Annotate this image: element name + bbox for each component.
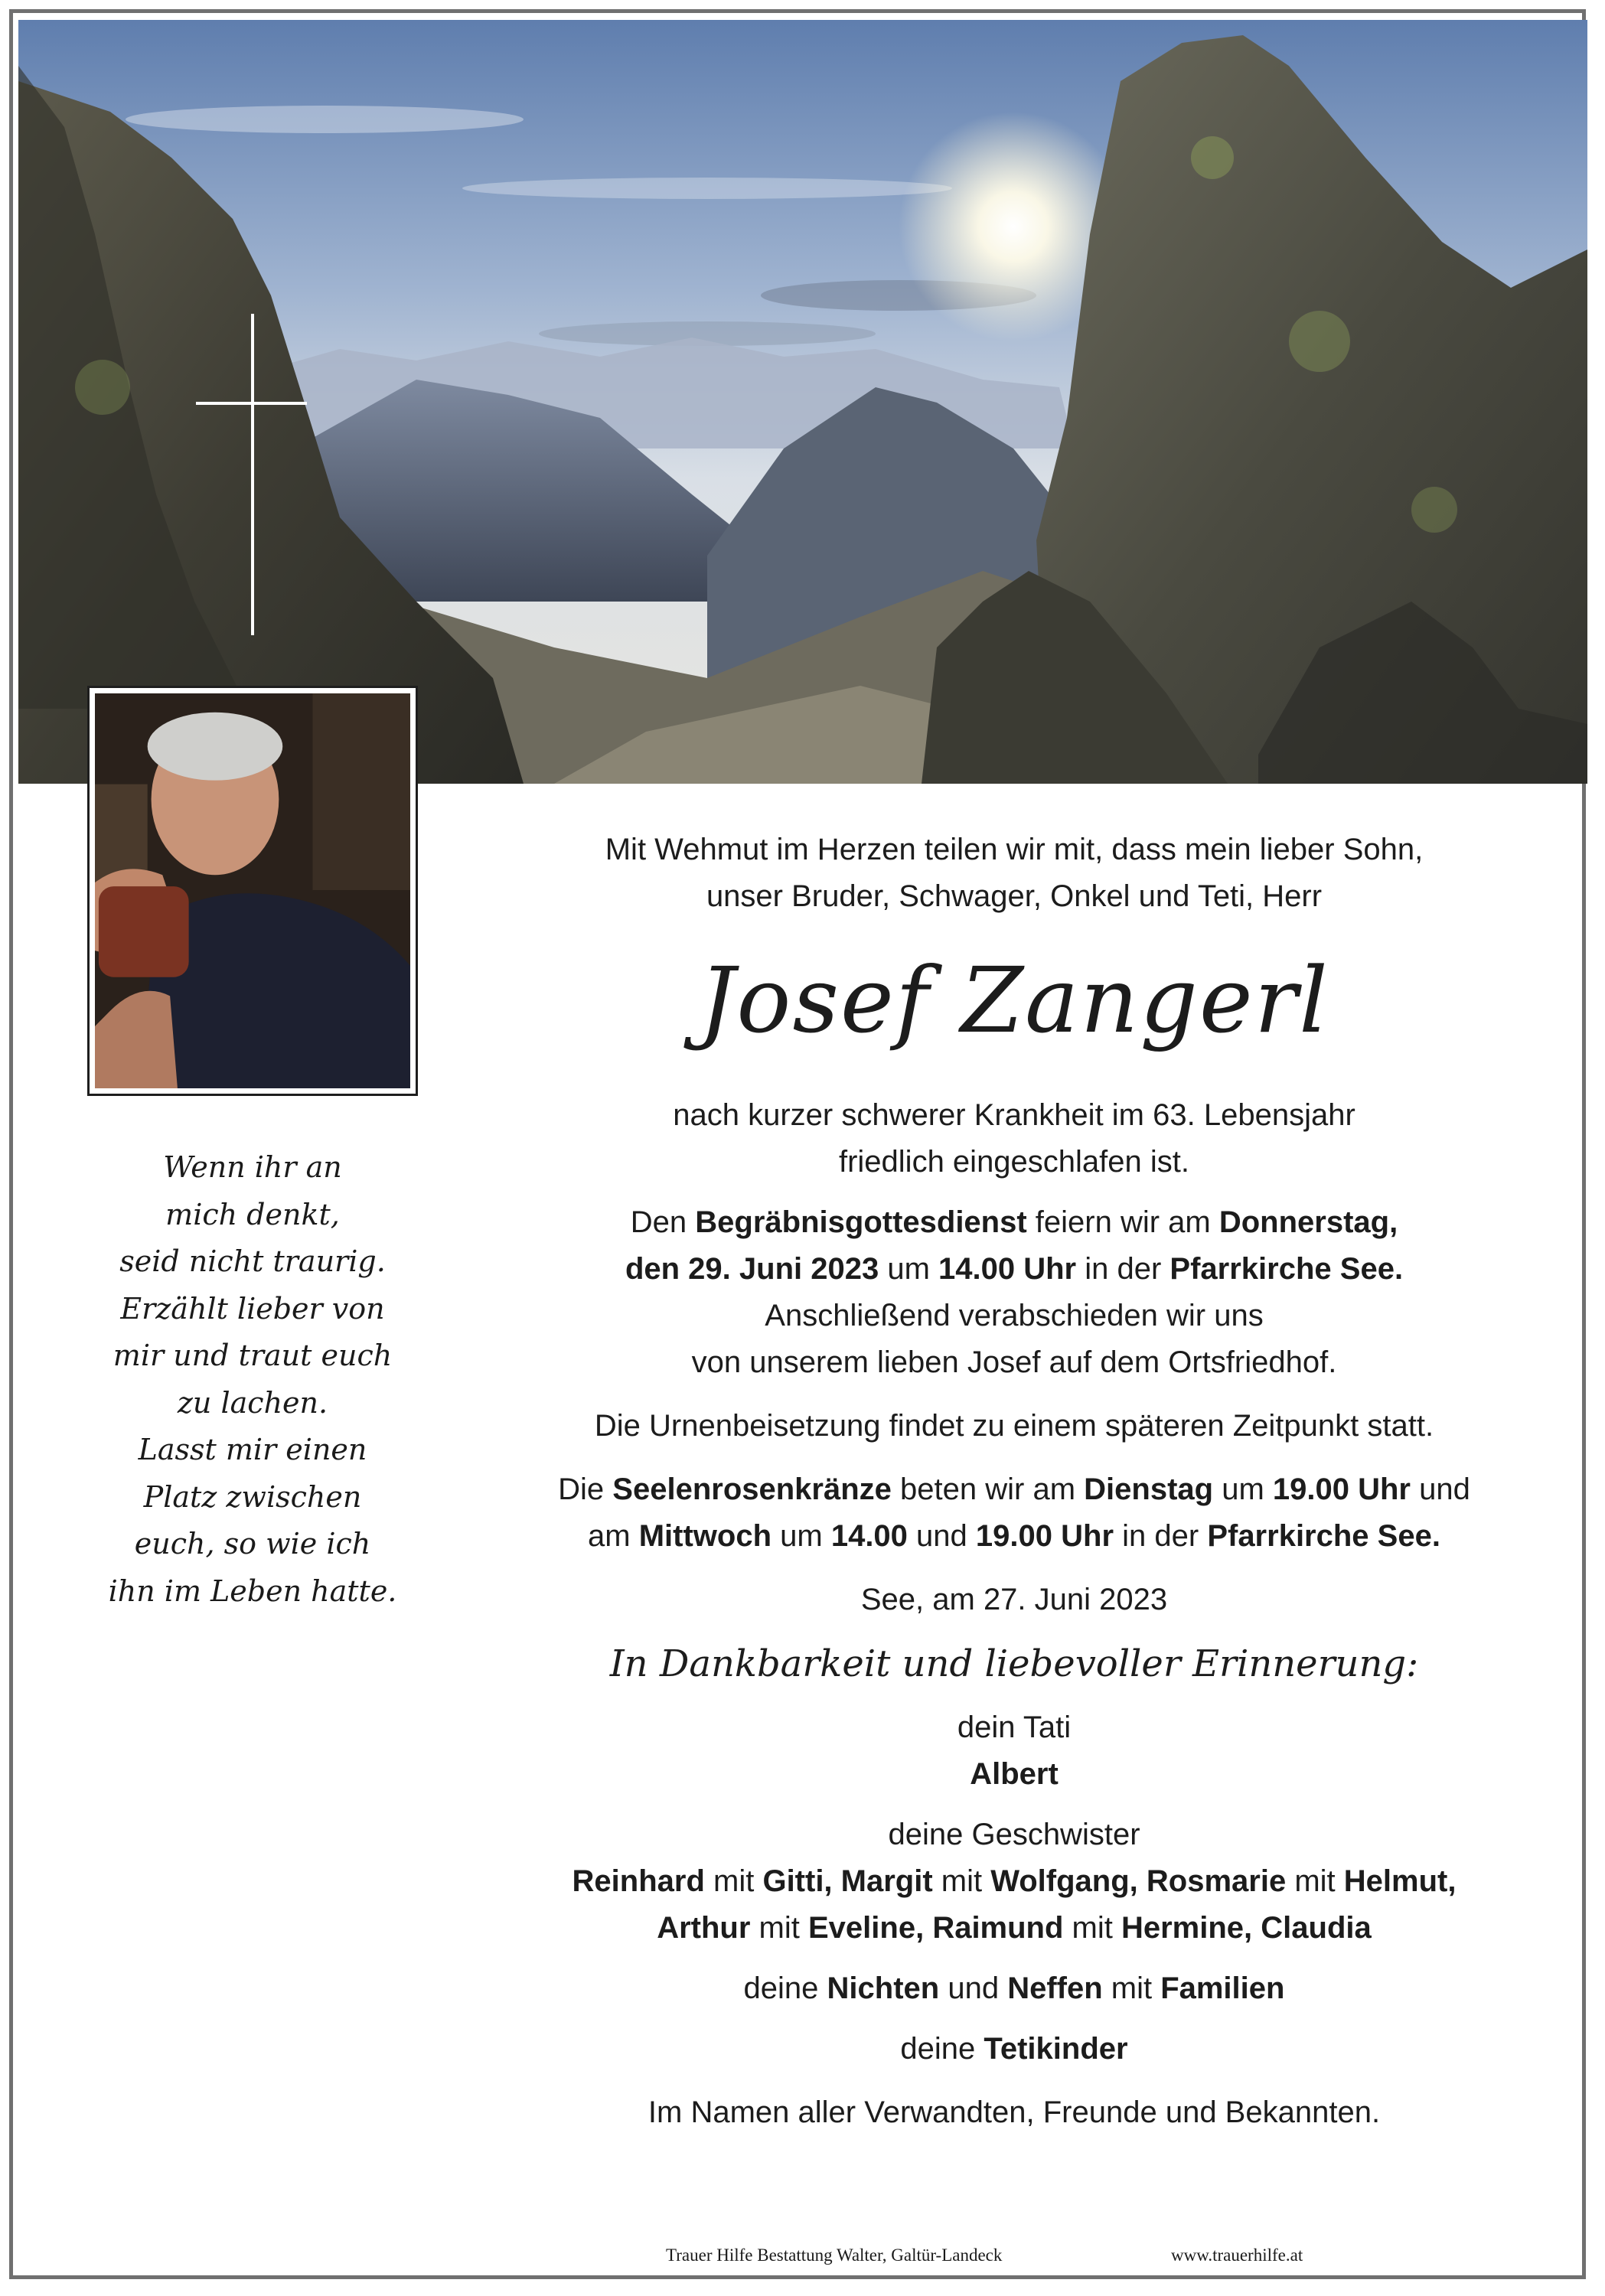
mountain-banner-image bbox=[18, 20, 1587, 784]
funeral-line-4: von unserem lieben Josef auf dem Ortsfriedhof. bbox=[691, 1345, 1337, 1379]
poem-line: Platz zwischen bbox=[143, 1479, 362, 1514]
funeral-line-2: den 29. Juni 2023 um 14.00 Uhr in der Pfarrkirche See. bbox=[625, 1252, 1404, 1286]
place-date: See, am 27. Juni 2023 bbox=[860, 1583, 1168, 1616]
death-line-1: nach kurzer schwerer Krankheit im 63. Lebensjahr bbox=[673, 1098, 1355, 1132]
death-line-2: friedlich eingeschlafen ist. bbox=[838, 1145, 1190, 1179]
tetikinder-line: deine Tetikinder bbox=[900, 2032, 1128, 2066]
siblings-label: deine Geschwister bbox=[888, 1818, 1140, 1851]
poem-line: Lasst mir einen bbox=[138, 1433, 367, 1466]
father-label: dein Tati bbox=[957, 1711, 1072, 1744]
poem-line: mich denkt, bbox=[165, 1197, 340, 1231]
poem-line: euch, so wie ich bbox=[134, 1527, 371, 1561]
footer-website: www.trauerhilfe.at bbox=[1171, 2245, 1303, 2265]
siblings-line-1: Reinhard mit Gitti, Margit mit Wolfgang, Rosmarie mit Helmut, bbox=[572, 1864, 1457, 1898]
siblings-line-2: Arthur mit Eveline, Raimund mit Hermine, Claudia bbox=[657, 1911, 1372, 1945]
rosary-line-2: am Mittwoch um 14.00 und 19.00 Uhr in der Pfarrkirche See. bbox=[588, 1519, 1440, 1553]
closing-line: Im Namen aller Verwandten, Freunde und Bekannten. bbox=[648, 2095, 1381, 2129]
deceased-name: Josef Zangerl bbox=[699, 947, 1329, 1053]
poem-line: Wenn ihr an bbox=[163, 1150, 342, 1184]
poem-line: zu lachen. bbox=[177, 1385, 328, 1420]
urn-line: Die Urnenbeisetzung findet zu einem späteren Zeitpunkt statt. bbox=[594, 1409, 1434, 1443]
thanks-heading: In Dankbarkeit und liebevoller Erinnerung: bbox=[609, 1642, 1419, 1685]
poem-line: seid nicht traurig. bbox=[119, 1244, 386, 1278]
funeral-line-1: Den Begräbnisgottesdienst feiern wir am Donnerstag, bbox=[630, 1205, 1398, 1239]
portrait-photo bbox=[87, 686, 418, 1096]
obituary-text bbox=[482, 827, 1546, 2136]
intro-line-2: unser Bruder, Schwager, Onkel und Teti, Herr bbox=[706, 879, 1323, 913]
memorial-poem bbox=[54, 1144, 452, 1615]
rosary-line-1: Die Seelenrosenkränze beten wir am Dienstag um 19.00 Uhr und bbox=[558, 1473, 1470, 1506]
nieces-line: deine Nichten und Neffen mit Familien bbox=[743, 1971, 1285, 2005]
poem-line: Erzählt lieber von bbox=[120, 1291, 385, 1326]
poem-line: ihn im Leben hatte. bbox=[108, 1574, 397, 1608]
funeral-line-3: Anschließend verabschieden wir uns bbox=[765, 1299, 1264, 1332]
footer-company: Trauer Hilfe Bestattung Walter, Galtür-Landeck bbox=[666, 2245, 1003, 2265]
father-name: Albert bbox=[970, 1757, 1059, 1791]
poem-line: mir und traut euch bbox=[113, 1339, 393, 1372]
intro-line-1: Mit Wehmut im Herzen teilen wir mit, dass mein lieber Sohn, bbox=[605, 833, 1424, 866]
